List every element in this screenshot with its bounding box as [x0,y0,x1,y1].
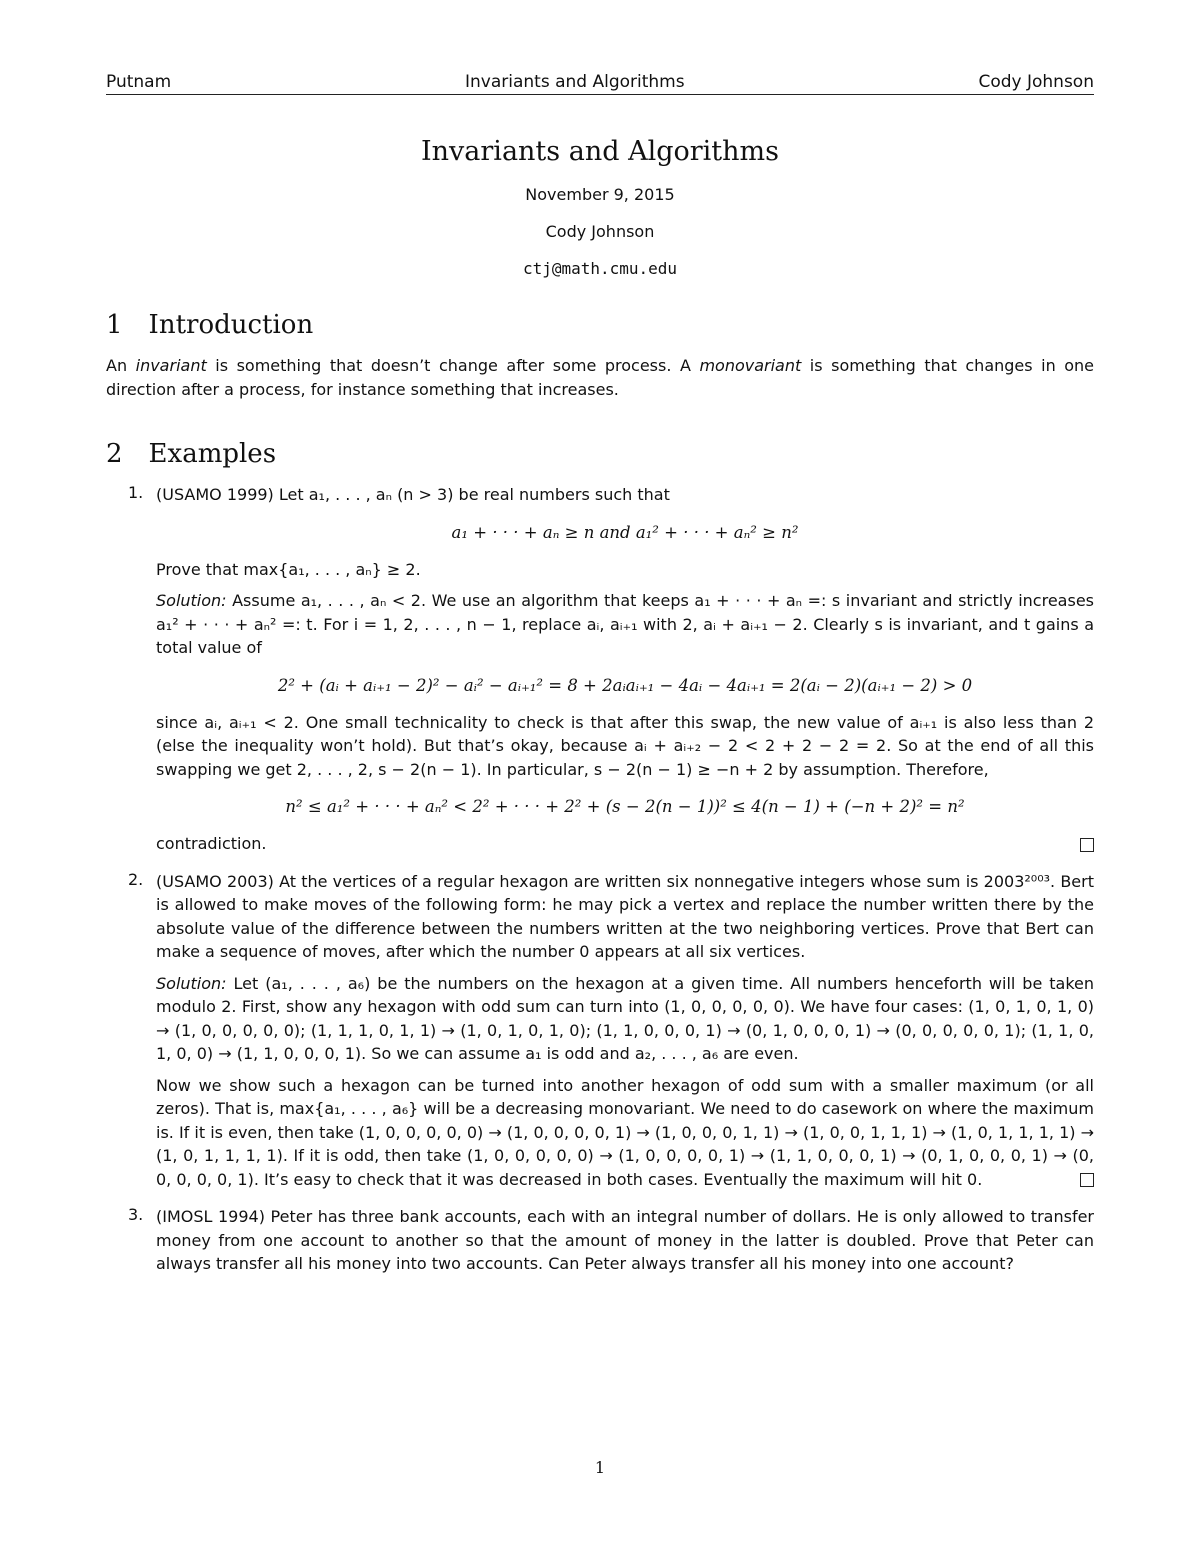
title-block [106,136,1094,278]
document-author: Cody Johnson [545,222,655,241]
text-run: is something that changes in one direction after a process, for instance something that increases. [106,356,1095,399]
solution-continued: Now we show such a hexagon can be turned into another hexagon of odd sum with a smaller maximum (or all zeros). That is, max{a₁, . . . , a₆} will be a decreasing monovariant. We need to do casework on where the maximum is. If it is even, then take (1, 0, 0, 0, 0, 0) → (1, 0, 0, 0, 0, 1) → (1, 0, 0, 0, 1, 1) → (1, 0, 0, 1, 1, 1) → (1, 0, 1, 1, 1, 1) → (1, 0, 1, 1, 1, 1). If it is odd, then take (1, 0, 0, 0, 0, 0) → (1, 0, 0, 0, 0, 1) → (1, 1, 0, 0, 0, 1) → (0, 1, 0, 0, 0, 1) → (0, 0, 0, 0, 0, 1). It’s easy to check that it was decreased in both cases. Eventually the maximum will hit 0. [156,1075,1094,1189]
section-heading [106,310,1094,340]
document-title: Invariants and Algorithms [421,136,779,167]
qed-row [156,1074,1094,1192]
document-body [106,310,1094,1290]
solution-label: Solution: [156,973,227,993]
examples-list [106,483,1094,1276]
author-email: ctj@math.cmu.edu [522,259,678,278]
solution-text: Assume a₁, . . . , aₙ < 2. We use an algorithm that keeps a₁ + · · · + aₙ =: s invariant and strictly increases a₁² + · · · + aₙ² =: t. For i = 1, 2, . . . , n − 1, replace aᵢ, aᵢ₊₁ with 2, aᵢ + aᵢ₊₁ − 2. Clearly s is invariant, and t gains a total value of [156,591,1094,657]
item-number: 3. [128,1205,144,1224]
section-title: Examples [148,439,277,469]
term-invariant: invariant [135,356,207,375]
section-introduction [106,310,1094,401]
problem-statement: (USAMO 2003) At the vertices of a regular hexagon are written six nonnegative integers whose sum is 2003²⁰⁰³. Bert is allowed to make moves of the following form: he may pick a vertex and replace the number written there by the absolute value of the difference between the numbers written at the two neighboring vertices. Prove that Bert can make a sequence of moves, after which the number 0 appears at all six vertices. [156,871,1094,961]
example-item [106,870,1094,1192]
display-equation: n² ≤ a₁² + · · · + aₙ² < 2² + · · · + 2² + (s − 2(n − 1))² ≤ 4(n − 1) + (−n + 2)² = n² [285,797,965,816]
text-run: is something that doesn’t change after some process. A [206,356,700,375]
solution-paragraph [156,589,1094,660]
problem-prove: Prove that max{a₁, . . . , aₙ} ≥ 2. [156,559,421,579]
item-number: 1. [128,483,144,502]
page-number: 1 [594,1458,606,1477]
running-header [106,66,1094,95]
item-number: 2. [128,869,144,889]
header-right: Cody Johnson [978,72,1094,92]
solution-end: contradiction. [156,834,267,853]
solution-text: Let (a₁, . . . , a₆) be the numbers on the hexagon at a given time. All numbers henceforth will be taken modulo 2. First, show any hexagon with odd sum can turn into (1, 0, 0, 0, 0, 0). We have four cases: (1, 0, 1, 0, 1, 0) → (1, 0, 0, 0, 0, 0); (1, 1, 1, 0, 1, 1) → (1, 0, 1, 0, 1, 0); (1, 1, 0, 0, 0, 1) → (0, 1, 0, 0, 0, 1) → (0, 0, 0, 0, 0, 1); (1, 1, 0, 1, 0, 0) → (1, 1, 0, 0, 0, 1). So we can assume a₁ is odd and a₂, . . . , a₆ are even. [156,973,1094,1063]
display-equation: a₁ + · · · + aₙ ≥ n and a₁² + · · · + aₙ² ≥ n² [451,522,799,542]
qed-row [156,832,1094,856]
term-monovariant: monovariant [699,356,802,375]
document-date: November 9, 2015 [525,185,675,204]
solution-paragraph [156,972,1094,1066]
section-title: Introduction [148,310,314,340]
qed-square-icon [1080,838,1094,852]
example-item [106,483,1094,856]
section-number: 1 [106,310,123,340]
section-heading [106,439,1094,469]
solution-continued: since aᵢ, aᵢ₊₁ < 2. One small technicality to check is that after this swap, the new value of aᵢ₊₁ is also less than 2 (else the inequality won’t hold). But that’s okay, because aᵢ + aᵢ₊₂ − 2 < 2 + 2 − 2 = 2. So at the end of all this swapping we get 2, . . . , 2, s − 2(n − 1). In particular, s − 2(n − 1) ≥ −n + 2 by assumption. Therefore, [156,712,1094,779]
qed-square-icon [1080,1173,1094,1187]
display-equation: 2² + (aᵢ + aᵢ₊₁ − 2)² − aᵢ² − aᵢ₊₁² = 8 + 2aᵢaᵢ₊₁ − 4aᵢ − 4aᵢ₊₁ = 2(aᵢ − 2)(aᵢ₊₁ − 2) > 0 [277,675,973,695]
solution-label: Solution: [156,591,227,610]
header-center: Invariants and Algorithms [465,72,685,92]
section-examples [106,439,1094,1276]
problem-statement: (USAMO 1999) Let a₁, . . . , aₙ (n > 3) be real numbers such that [156,485,670,504]
header-left: Putnam [106,72,172,92]
section-number: 2 [106,439,123,469]
problem-statement: (IMOSL 1994) Peter has three bank accounts, each with an integral number of dollars. He is only allowed to transfer money from one account to another so that the amount of money in the latter is doubled. Prove that Peter can always transfer all his money into two accounts. Can Peter always transfer all his money into one account? [156,1207,1094,1273]
text-run: An [106,356,136,375]
example-item [106,1205,1094,1276]
intro-paragraph [106,354,1094,401]
